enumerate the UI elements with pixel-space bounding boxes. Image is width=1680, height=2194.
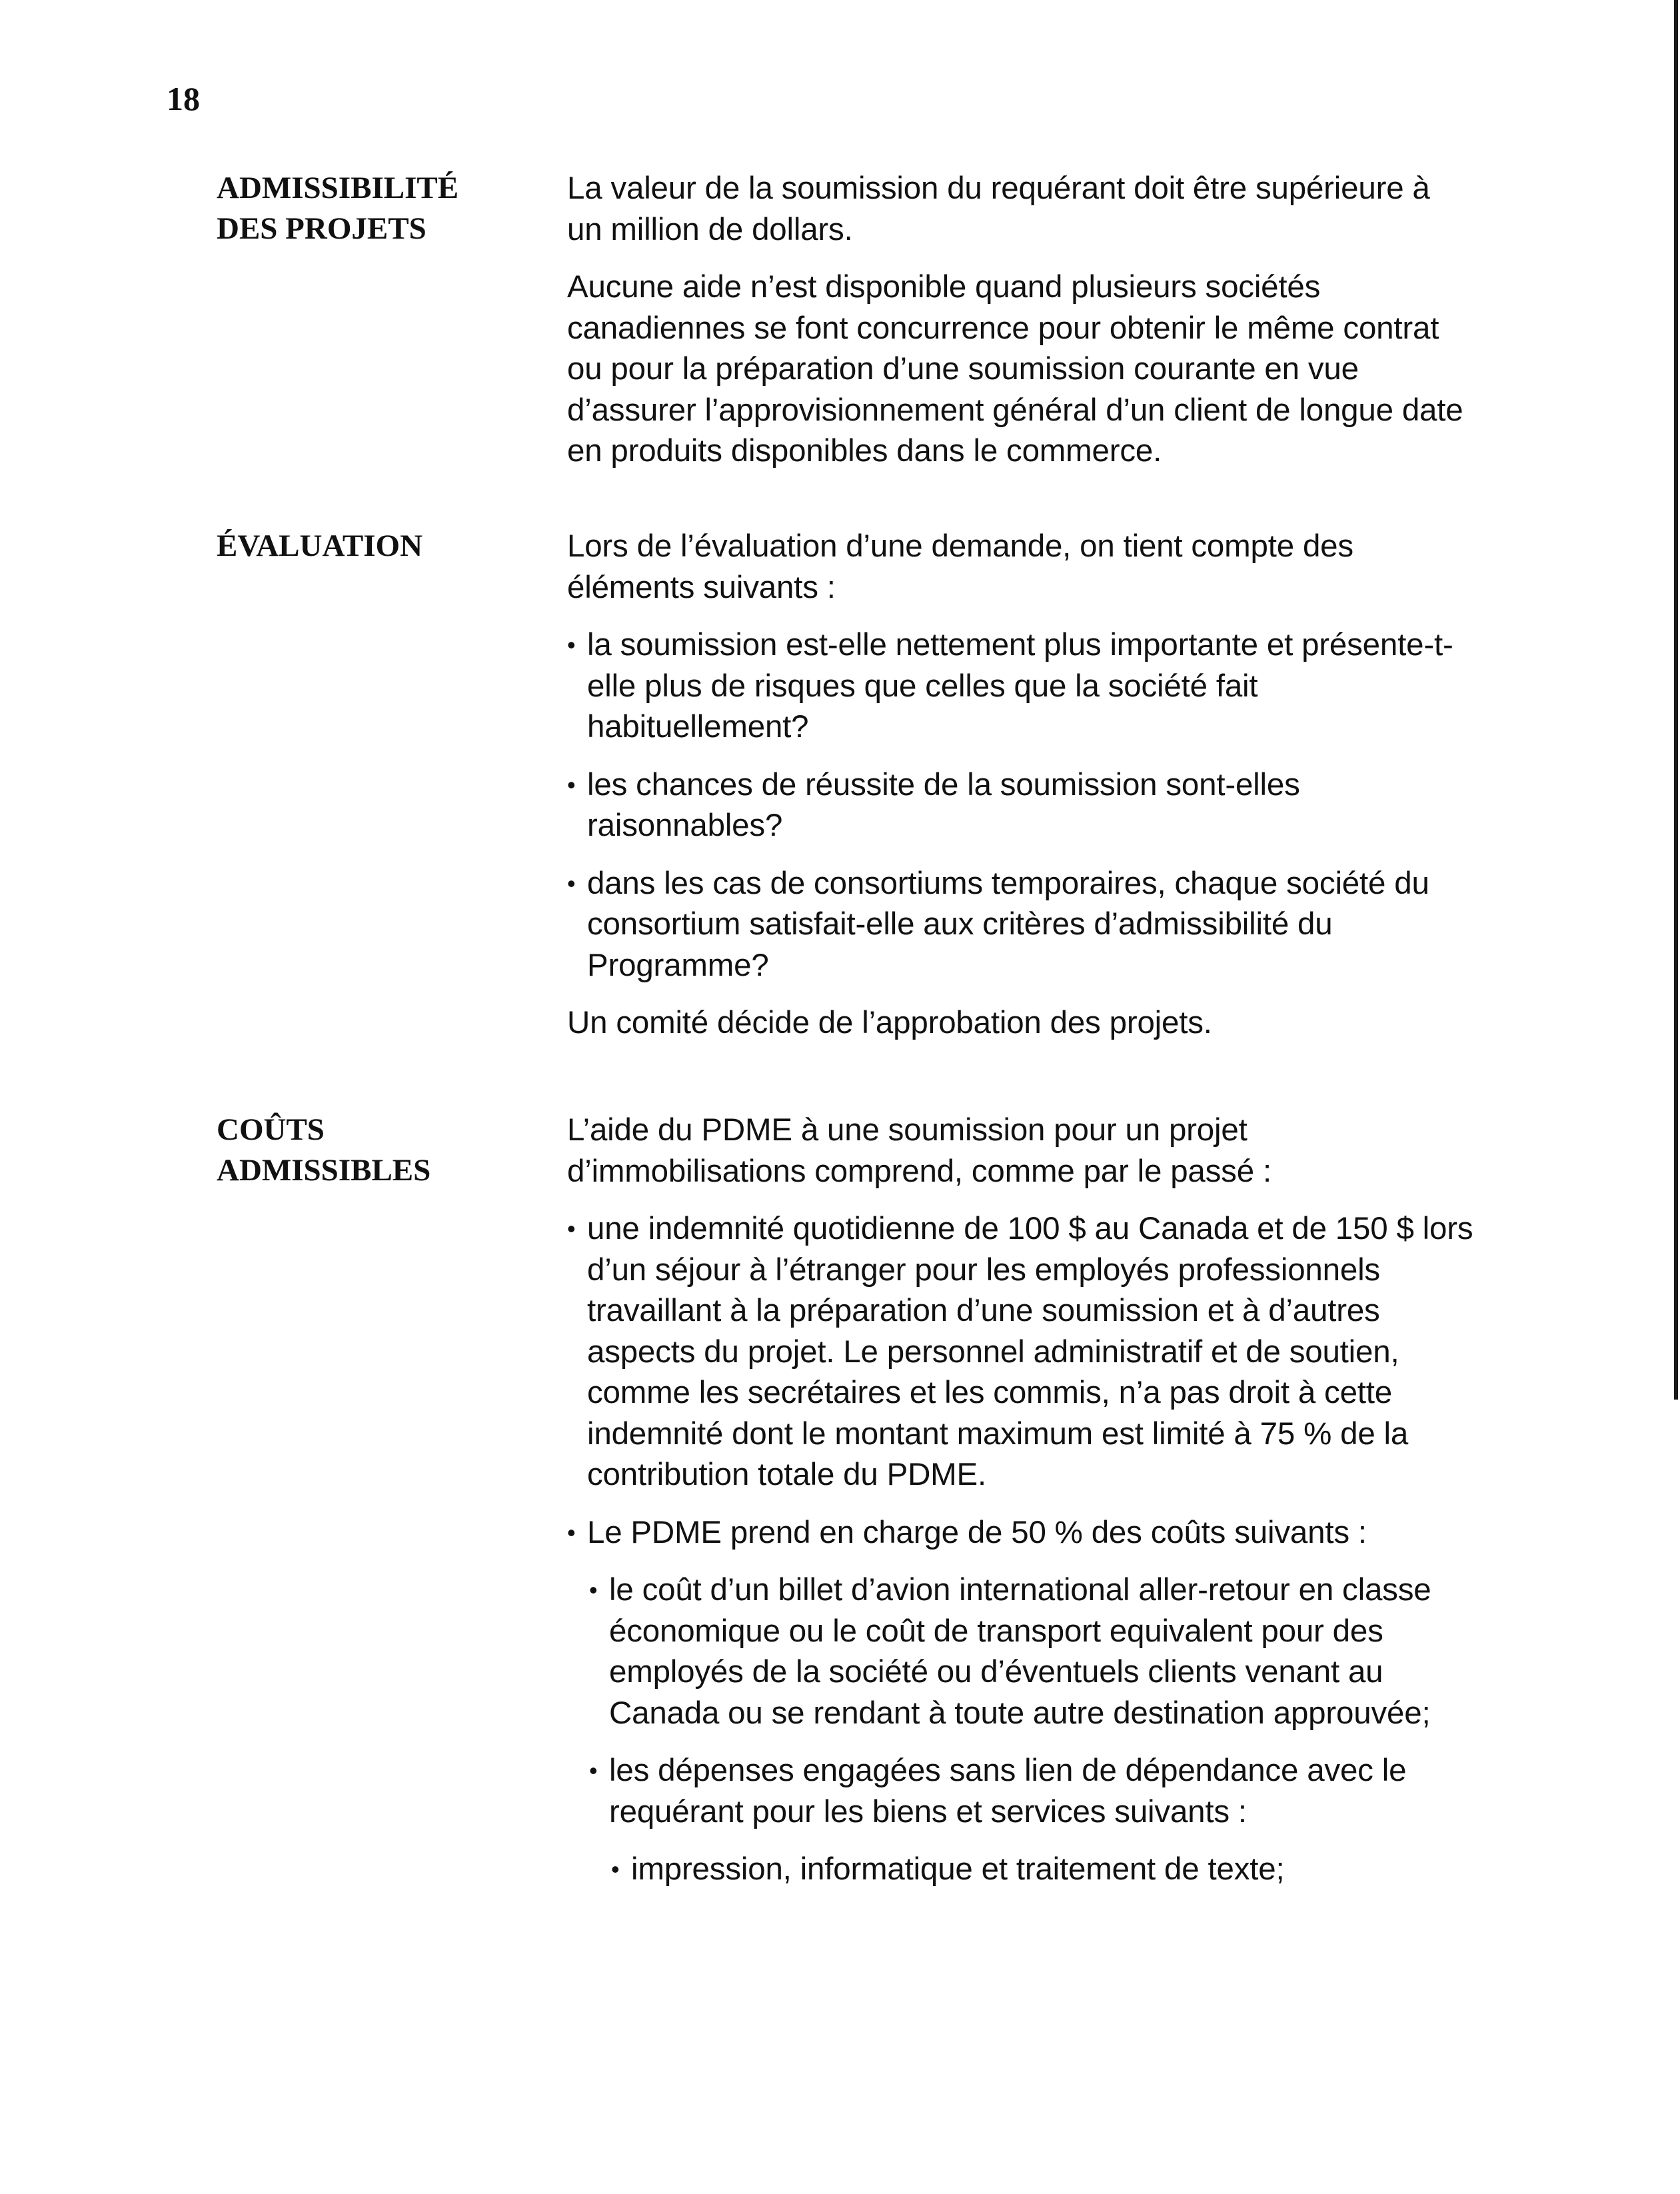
list-item — [567, 1208, 1473, 1496]
list-item — [567, 1512, 1473, 1554]
section-body — [567, 1110, 1473, 1890]
bullet-icon: • — [567, 1518, 576, 1546]
bullet-icon: • — [567, 1215, 576, 1242]
section-body — [567, 526, 1473, 1060]
list-item-text: dans les cas de consortiums temporaires, chaque société du consortium satisfait-elle aux critères d’admissibilité du Programme? — [587, 865, 1429, 983]
paragraph: La valeur de la soumission du requérant doit être supérieure à un million de dollars. — [567, 171, 1430, 247]
paragraph: L’aide du PDME à une soumission pour un projet d’immobilisations comprend, comme par le passé : — [567, 1112, 1271, 1189]
paragraph: Aucune aide n’est disponible quand plusieurs sociétés canadiennes se font concurrence pour obtenir le même contrat ou pour la préparation d’une soumission courante en vue d’assurer l’approvisionnement général d’un client de longue date en produits disponibles dans le commerce. — [567, 269, 1463, 469]
bullet-icon: • — [589, 1757, 598, 1784]
page-number: 18 — [167, 80, 200, 117]
bullet-icon: • — [567, 869, 576, 897]
list-item-text: impression, informatique et traitement de texte; — [631, 1851, 1285, 1887]
list-item — [567, 764, 1473, 846]
bullet-icon: • — [567, 770, 576, 798]
section-heading: ADMISSIBILITÉ DES PROJETS — [217, 171, 459, 246]
list-item-text: le coût d’un billet d’avion international aller-retour en classe économique ou le coût de transport equivalent pour des employés de la société ou d’éventuels clients venant au Canada ou se rendant à toute autre destination approuvée; — [609, 1572, 1431, 1731]
list-item-text: la soumission est-elle nettement plus importante et présente-t-elle plus de risques que celles que la société fait habituellement? — [587, 627, 1453, 744]
section-body — [567, 168, 1473, 489]
sub-list-item — [589, 1570, 1473, 1733]
bullet-icon: • — [567, 631, 576, 658]
list-item — [567, 863, 1473, 986]
sub-list-item — [589, 1750, 1473, 1832]
section-heading: COÛTS ADMISSIBLES — [217, 1112, 431, 1188]
list-item-text: une indemnité quotidienne de 100 $ au Canada et de 150 $ lors d’un séjour à l’étranger pour les employés professionnels travaillant à la préparation d’une soumission et à d’autres aspects du projet. Le personnel administratif et de soutien, comme les secrétaires et les commis, n’a pas droit à cette indemnité dont le montant maximum est limité à 75 % de la contribution totale du PDME. — [587, 1211, 1473, 1492]
list-item-text: les dépenses engagées sans lien de dépendance avec le requérant pour les biens et services suivants : — [609, 1753, 1407, 1829]
list-item — [567, 624, 1473, 748]
paragraph: Lors de l’évaluation d’une demande, on tient compte des éléments suivants : — [567, 529, 1353, 605]
scan-edge-line — [1674, 0, 1678, 1400]
sub-sub-list-item — [611, 1849, 1473, 1890]
list-item-text: les chances de réussite de la soumission sont-elles raisonnables? — [587, 766, 1300, 843]
list-item-text: Le PDME prend en charge de 50 % des coûts suivants : — [587, 1514, 1367, 1550]
bullet-icon: • — [589, 1576, 598, 1604]
paragraph: Un comité décide de l’approbation des projets. — [567, 1005, 1212, 1040]
bullet-icon: • — [611, 1855, 620, 1883]
section-heading: ÉVALUATION — [217, 529, 423, 563]
